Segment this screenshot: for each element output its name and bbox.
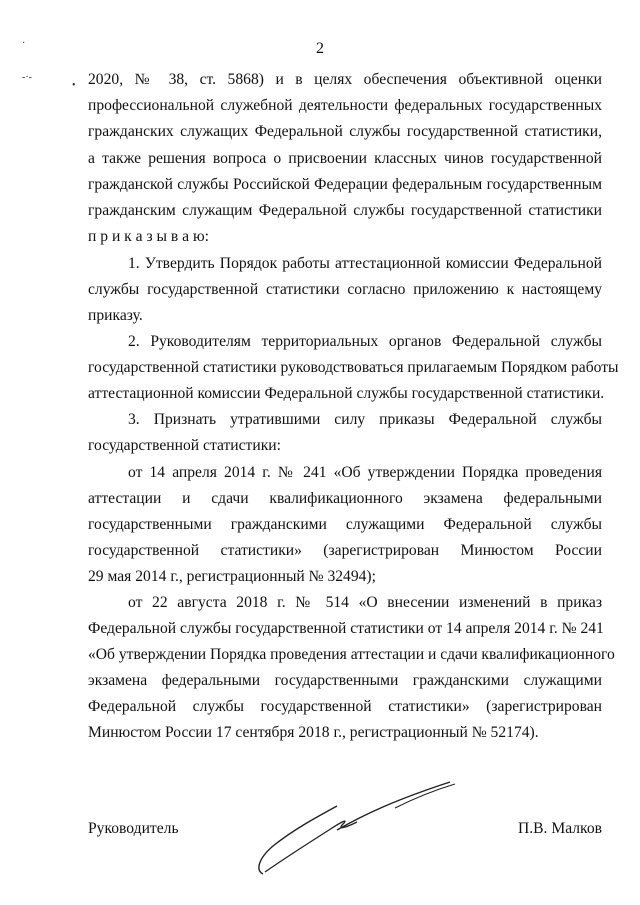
text-line: аттестационной комиссии Федеральной службы государственной статистики.: [88, 385, 605, 402]
text-line: 2. Руководителям территориальных органов Федеральной службы: [128, 333, 602, 350]
text-line: 2020, № 38, ст. 5868) и в целях обеспечения объективной оценки: [88, 71, 602, 88]
text-line: гражданских служащих Федеральной службы государственной статистики,: [88, 123, 602, 140]
text-line: гражданским служащим Федеральной службы государственной статистики: [88, 202, 602, 219]
text-line: «Об утверждении Порядка проведения аттестации и сдачи квалификационного: [88, 646, 615, 663]
text-line: Федеральной службы государственной статистики от 14 апреля 2014 г. № 241: [88, 620, 604, 637]
text-line: Минюстом России 17 сентября 2018 г., регистрационный № 52174).: [88, 724, 539, 741]
handwritten-signature: [245, 778, 460, 878]
text-line: государственными гражданскими служащими Федеральной службы: [88, 516, 602, 533]
scan-mark: ·: [22, 38, 26, 49]
scan-mark: -·-: [22, 72, 32, 83]
text-line: профессиональной служебной деятельности федеральных государственных: [88, 97, 602, 114]
text-line: 3. Признать утратившими силу приказы Федеральной службы: [128, 411, 602, 428]
signatory-name: П.В. Малков: [517, 820, 602, 837]
text-line: службы государственной статистики согласно приложению к настоящему: [88, 281, 602, 298]
text-line: приказу.: [88, 307, 143, 324]
text-line: от 22 августа 2018 г. № 514 «О внесении изменений в приказ: [128, 594, 602, 611]
text-line: 1. Утвердить Порядок работы аттестационной комиссии Федеральной: [128, 255, 602, 272]
signatory-position: Руководитель: [88, 820, 179, 837]
text-line: государственной статистики:: [88, 437, 281, 454]
text-line: аттестации и сдачи квалификационного экзамена федеральными: [88, 490, 602, 507]
text-line: государственной статистики» (зарегистрирован Минюстом России: [88, 542, 602, 559]
page-number: 2: [316, 40, 324, 57]
text-line: гражданской службы Российской Федерации федеральным государственным: [88, 176, 602, 193]
text-line: Федеральной службы государственной статистики» (зарегистрирован: [88, 698, 602, 715]
text-line: государственной статистики руководствоваться прилагаемым Порядком работы: [88, 359, 619, 376]
text-line: 29 мая 2014 г., регистрационный № 32494);: [88, 568, 376, 585]
text-line: п р и к а з ы в а ю:: [88, 228, 209, 245]
scan-mark: •: [72, 80, 76, 91]
text-line: а также решения вопроса о присвоении классных чинов государственной: [88, 150, 602, 167]
text-line: от 14 апреля 2014 г. № 241 «Об утверждении Порядка проведения: [128, 464, 602, 481]
text-line: экзамена федеральными государственными гражданскими служащими: [88, 672, 602, 689]
